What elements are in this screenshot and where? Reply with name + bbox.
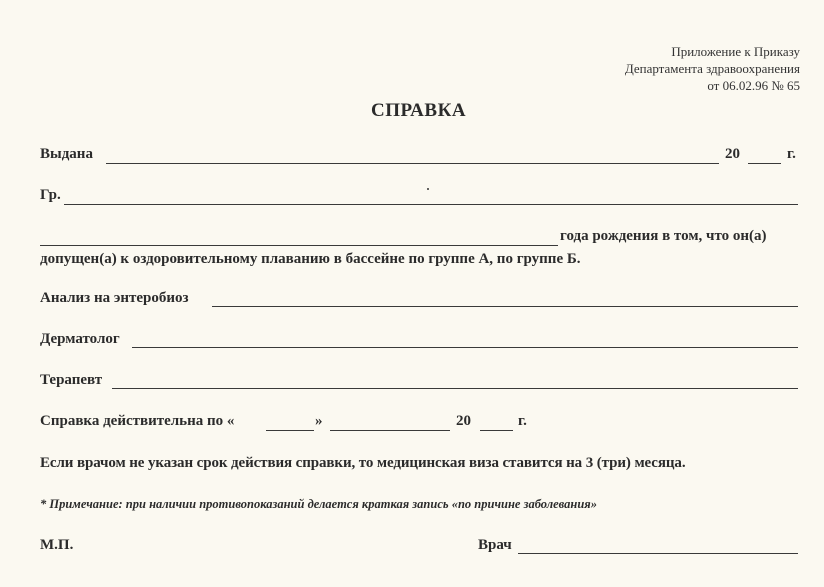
doctor-signature-line[interactable] xyxy=(518,553,798,554)
stray-dot xyxy=(427,188,429,190)
valid-year-prefix: 20 xyxy=(456,413,471,429)
issued-year-prefix: 20 xyxy=(725,146,740,162)
stamp-label: М.П. xyxy=(40,537,74,553)
enterobiosis-line[interactable] xyxy=(212,306,798,307)
header-line-3: от 06.02.96 № 65 xyxy=(707,78,800,93)
valid-label: Справка действительна по « xyxy=(40,413,235,429)
header-line-2: Департамента здравоохранения xyxy=(624,61,800,76)
footnote: * Примечание: при наличии противопоказаний делается краткая запись «по причине заболевания» xyxy=(40,497,598,511)
issued-year-suffix: г. xyxy=(787,146,796,162)
birth-text: года рождения в том, что он(а) xyxy=(560,228,767,244)
header-line-1: Приложение к Приказу xyxy=(671,44,800,59)
issued-label: Выдана xyxy=(40,146,93,162)
issued-year-line[interactable] xyxy=(748,163,781,164)
doctor-label: Врач xyxy=(478,537,512,553)
document-title: СПРАВКА xyxy=(371,100,467,121)
order-annex-header xyxy=(625,43,800,94)
valid-day-line[interactable] xyxy=(266,430,314,431)
therapist-label: Терапевт xyxy=(40,372,103,388)
valid-year-suffix: г. xyxy=(518,413,527,429)
valid-month-line[interactable] xyxy=(330,430,450,431)
valid-year-line[interactable] xyxy=(480,430,513,431)
validity-note: Если врачом не указан срок действия справки, то медицинская виза ставится на 3 (три) месяца. xyxy=(40,455,686,471)
valid-quote-close: » xyxy=(315,413,323,429)
dermatologist-label: Дерматолог xyxy=(40,331,120,347)
therapist-line[interactable] xyxy=(112,388,798,389)
citizen-name-line[interactable] xyxy=(64,204,798,205)
birth-date-line[interactable] xyxy=(40,245,558,246)
issued-to-line[interactable] xyxy=(106,163,719,164)
citizen-label: Гр. xyxy=(40,187,61,203)
dermatologist-line[interactable] xyxy=(132,347,798,348)
enterobiosis-label: Анализ на энтеробиоз xyxy=(40,290,189,306)
admitted-text: допущен(а) к оздоровительному плаванию в бассейне по группе А, по группе Б. xyxy=(40,251,581,267)
